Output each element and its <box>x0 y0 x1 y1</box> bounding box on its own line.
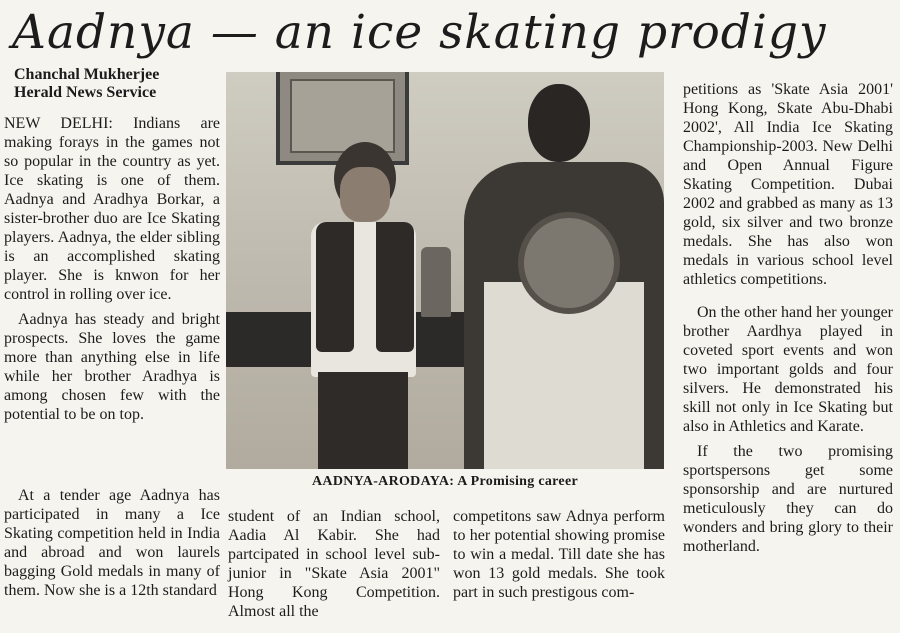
trophy-icon <box>518 212 620 314</box>
wall-picture-frame <box>276 72 409 165</box>
paragraph-3: At a tender age Aadnya has participated in many a Ice Skating competition held in India and abroad and won laurels bagging Gold medals in many of them. Now she is a 12th standard <box>4 487 220 599</box>
article-column-2 <box>228 507 440 627</box>
paragraph-4: student of an Indian school, Aadia Al Kabir. She had partcipated in school level sub-junior in "Skate Asia 2001" Hong Kong Competition. Almost all the <box>228 508 440 620</box>
girl-vest-left <box>316 222 354 352</box>
article-column-3 <box>453 507 665 608</box>
byline-author: Chanchal Mukherjee <box>14 66 160 83</box>
girl-legs <box>318 372 408 469</box>
paragraph-6: petitions as 'Skate Asia 2001' Hong Kong, Skate Abu-Dhabi 2002', All India Ice Skating Championship-2003. New Delhi and Open Annual Figure Skating Competition. Dubai 2002 and grabbed as many as 13 gold, six silver and two bronze medals. She has also won medals in various school level athletics competitions. <box>683 81 893 288</box>
article-column-1-top <box>4 114 220 430</box>
article-column-4 <box>683 80 893 562</box>
article-photo <box>226 72 664 469</box>
girl-vest-right <box>376 222 414 352</box>
paragraph-5: competitons saw Adnya perform to her potential showing promise to win a medal. Till date she has won 13 gold medals. She took part in such prestigous com- <box>453 508 665 601</box>
paragraph-2: Aadnya has steady and bright prospects. She loves the game more than anything else in life while her brother Aradhya is among chosen few with the potential to be on top. <box>4 311 220 423</box>
headline: Aadnya — an ice skating prodigy <box>12 5 827 60</box>
paragraph-1: NEW DELHI: Indians are making forays in the games not so popular in the country as yet. Ice skating is one of them. Aadnya and Aradhya Borkar, a sister-brother duo are Ice Skating players. Aadnya, the elder sibling is an accomplished skating player. She is knwon for her control in rolling over ice. <box>4 115 220 303</box>
article-column-1-bottom <box>4 486 220 606</box>
girl-face <box>340 167 390 222</box>
boy-head <box>528 84 590 162</box>
photo-caption: AADNYA-ARODAYA: A Promising career <box>312 474 578 489</box>
small-trophy-icon <box>421 247 451 317</box>
paragraph-8: If the two promising sportspersons get some sponsorship and are nurtured meticulously they can do wonders and bring glory to their motherland. <box>683 443 893 555</box>
paragraph-7: On the other hand her younger brother Aardhya played in coveted sport events and won two important golds and four silvers. He demonstrated his skill not only in Ice Skating but also in Athletics and Karate. <box>683 304 893 435</box>
byline-service: Herald News Service <box>14 84 157 101</box>
byline <box>14 66 224 102</box>
